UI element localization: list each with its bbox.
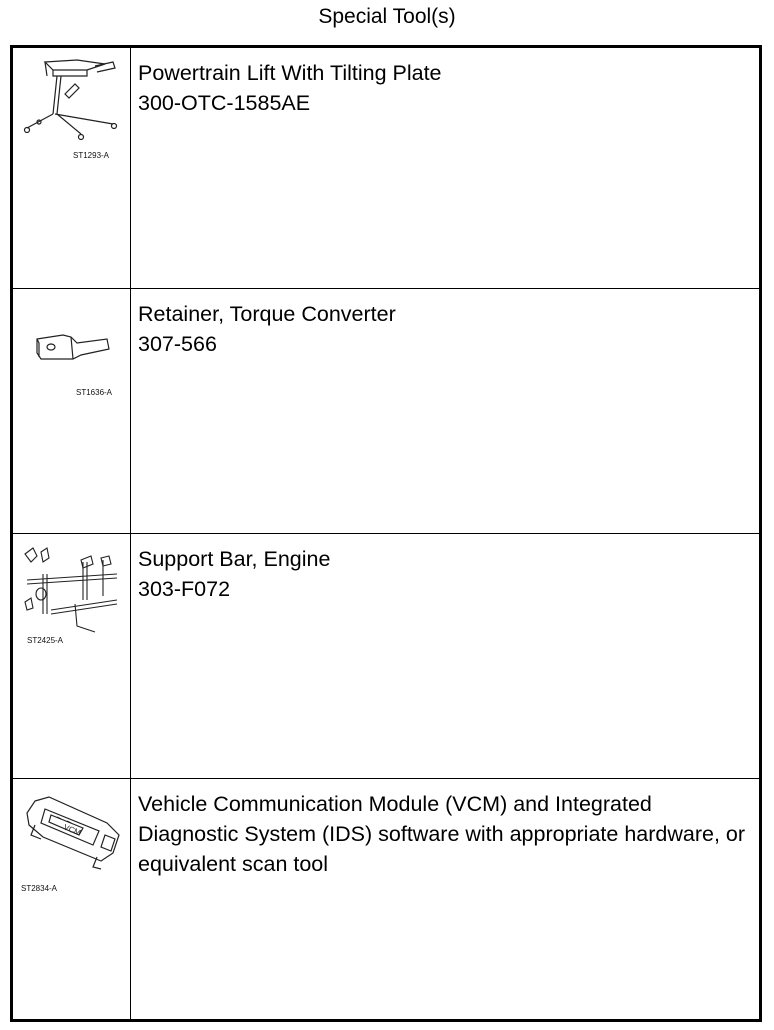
tool-number: 307-566 [138, 332, 217, 356]
tool-description [138, 299, 751, 359]
tool-image-code: ST1636-A [76, 388, 113, 397]
tool-name: Powertrain Lift With Tilting Plate [138, 61, 442, 85]
tool-image-code: ST1293-A [73, 151, 110, 160]
tool-row [13, 533, 759, 778]
tool-row [13, 778, 759, 1019]
page-title: Special Tool(s) [318, 5, 456, 28]
tool-name: Support Bar, Engine [138, 547, 331, 571]
vcm-scan-tool-icon [21, 795, 125, 871]
svg-text:VCM: VCM [62, 822, 83, 838]
tool-number: 300-OTC-1585AE [138, 91, 311, 115]
tool-row [13, 288, 759, 533]
tool-image-cell [13, 289, 131, 533]
powertrain-lift-icon [17, 54, 127, 144]
tool-image-cell [13, 48, 131, 288]
tool-row [13, 48, 759, 288]
tool-description [138, 58, 751, 118]
tool-image-code: ST2425-A [27, 636, 64, 645]
tool-image-cell [13, 534, 131, 778]
torque-converter-retainer-icon [33, 329, 113, 369]
tool-description [138, 544, 751, 604]
tool-image-cell [13, 779, 131, 1019]
engine-support-bar-icon [21, 544, 121, 636]
tool-description [138, 789, 751, 879]
tool-name: Vehicle Communication Module (VCM) and Integrated Diagnostic System (IDS) software with appropriate hardware, or equivalent scan tool [138, 792, 752, 876]
tool-number: 303-F072 [138, 577, 231, 601]
special-tools-table [10, 45, 762, 1022]
tool-name: Retainer, Torque Converter [138, 302, 396, 326]
tool-image-code: ST2834-A [21, 884, 58, 893]
